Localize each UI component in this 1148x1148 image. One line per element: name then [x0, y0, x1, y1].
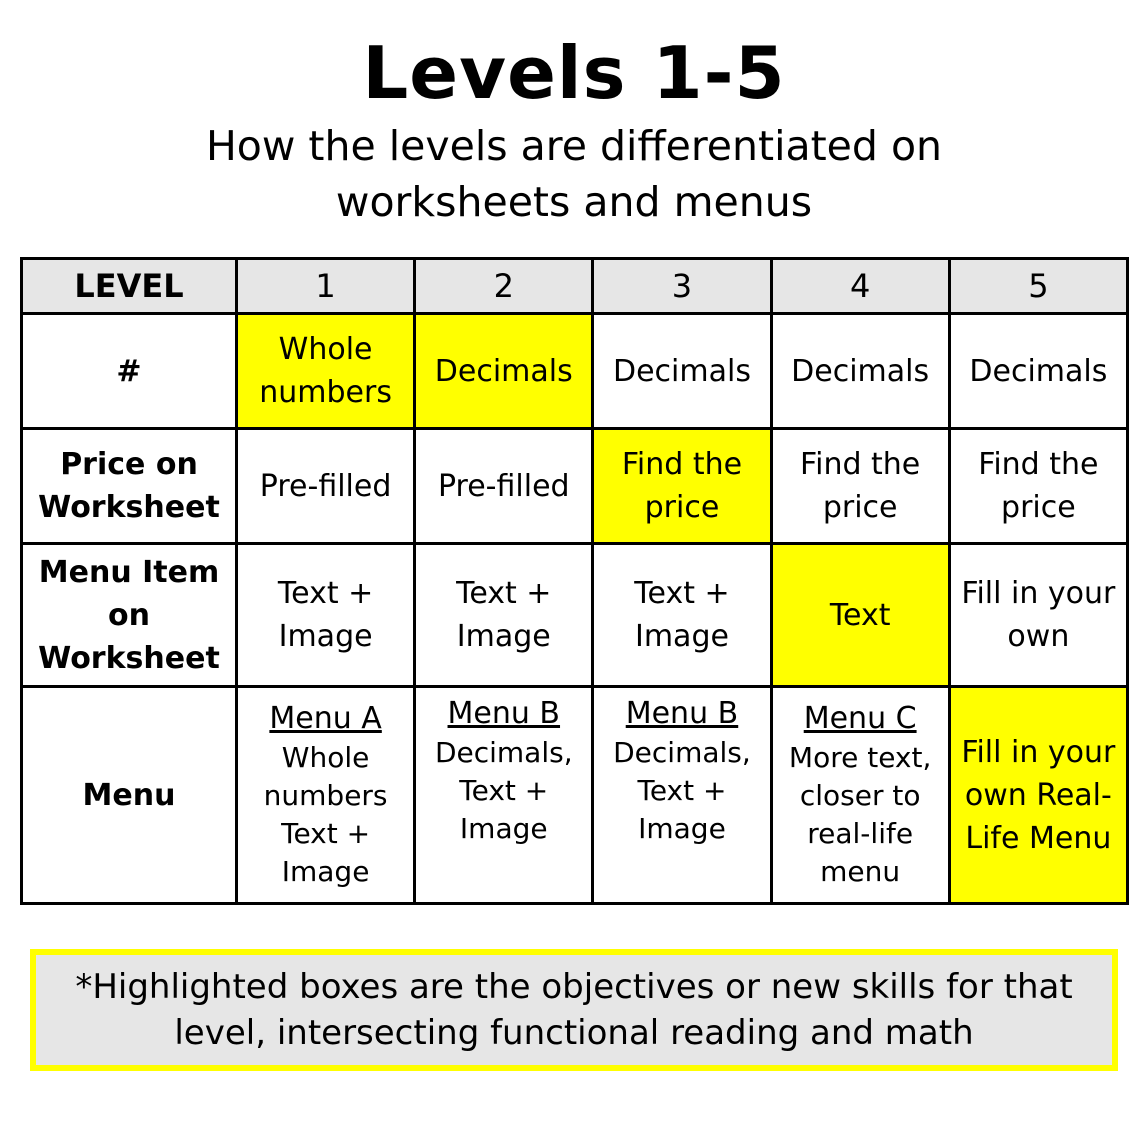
row-label: # — [22, 314, 237, 429]
menu-desc: More text, closer to real-life menu — [788, 741, 932, 888]
cell-highlighted: Whole numbers — [237, 314, 415, 429]
header-row — [22, 259, 1128, 314]
cell: Decimals — [949, 314, 1127, 429]
cell: Find the price — [771, 429, 949, 544]
table-row-number-type — [22, 314, 1128, 429]
subtitle-line-2: worksheets and menus — [335, 178, 813, 226]
cell-highlighted: Text — [771, 544, 949, 687]
levels-table — [20, 257, 1129, 905]
menu-desc: Decimals, Text + Image — [434, 736, 573, 845]
page-title: Levels 1-5 — [362, 31, 786, 115]
cell: Text + Image — [593, 544, 771, 687]
header-level-2: 2 — [415, 259, 593, 314]
table-row-menu — [22, 687, 1128, 904]
cell-highlighted: Decimals — [415, 314, 593, 429]
cell-highlighted: Fill in your own Real-Life Menu — [949, 687, 1127, 904]
cell: Pre-filled — [415, 429, 593, 544]
subtitle-line-1: How the levels are differentiated on — [205, 122, 943, 170]
header-level-4: 4 — [771, 259, 949, 314]
menu-name: Menu B — [447, 696, 561, 731]
menu-name: Menu B — [625, 696, 739, 731]
header-level: LEVEL — [22, 259, 237, 314]
row-label: Price on Worksheet — [22, 429, 237, 544]
header-level-1: 1 — [237, 259, 415, 314]
table-row-menu-item — [22, 544, 1128, 687]
cell: Text + Image — [237, 544, 415, 687]
header-level-5: 5 — [949, 259, 1127, 314]
cell: Pre-filled — [237, 429, 415, 544]
note-text: *Highlighted boxes are the objectives or new skills for that level, intersecting functional reading and math — [75, 967, 1073, 1053]
menu-desc: Whole numbers Text + Image — [263, 741, 388, 888]
cell — [237, 687, 415, 904]
cell: Text + Image — [415, 544, 593, 687]
cell — [771, 687, 949, 904]
cell: Fill in your own — [949, 544, 1127, 687]
highlight-note — [30, 949, 1118, 1071]
menu-name: Menu A — [269, 701, 382, 736]
menu-name: Menu C — [803, 701, 917, 736]
header-level-3: 3 — [593, 259, 771, 314]
menu-desc: Decimals, Text + Image — [613, 736, 751, 845]
table-row-price — [22, 429, 1128, 544]
cell: Decimals — [771, 314, 949, 429]
row-label: Menu — [22, 687, 237, 904]
cell — [593, 687, 771, 904]
cell: Decimals — [593, 314, 771, 429]
cell: Find the price — [949, 429, 1127, 544]
page-subtitle — [0, 118, 1148, 230]
cell — [415, 687, 593, 904]
row-label: Menu Item on Worksheet — [22, 544, 237, 687]
cell-highlighted: Find the price — [593, 429, 771, 544]
